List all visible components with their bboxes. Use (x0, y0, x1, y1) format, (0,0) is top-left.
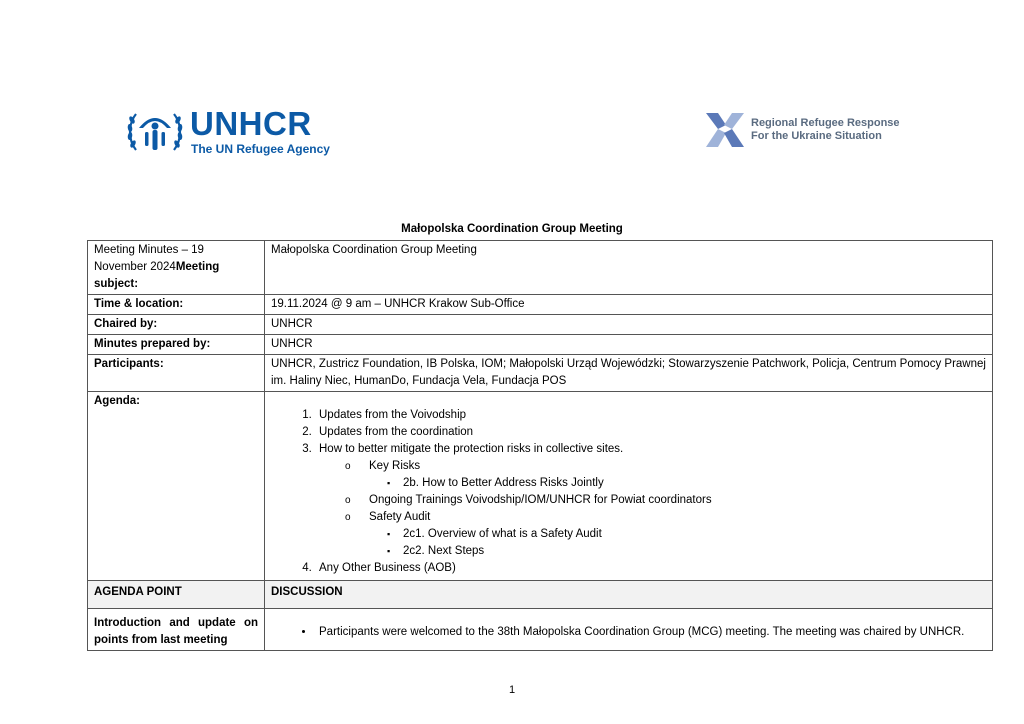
time-location-value: 19.11.2024 @ 9 am – UNHCR Krakow Sub-Office (265, 295, 993, 315)
minutes-date-text: Meeting Minutes – 19 November 2024 (94, 244, 204, 273)
participants-label: Participants: (88, 355, 265, 392)
time-location-label: Time & location: (88, 295, 265, 315)
participants-row (88, 355, 993, 392)
meeting-subject-label-bold: Meeting subject: (94, 261, 220, 290)
unhcr-logo (126, 104, 336, 160)
introduction-discussion (265, 609, 993, 651)
agenda-item: 2. Updates from the coordination (315, 424, 986, 441)
agenda-subsublist (369, 475, 986, 492)
minutes-table (87, 240, 993, 651)
agenda-subitem (345, 458, 986, 492)
agenda-subitem-text: Key Risks (369, 460, 421, 472)
agenda-subsubitem: ▪ 2c2. Next Steps (383, 543, 986, 560)
page-number: 1 (508, 684, 516, 696)
regional-refugee-response-logo (704, 107, 904, 153)
regional-response-mark-icon (704, 107, 746, 151)
document-title: Małopolska Coordination Group Meeting (401, 223, 623, 235)
agenda-sublist (319, 458, 986, 560)
unhcr-wordmark: UNHCR (190, 105, 312, 142)
meeting-subject-label (88, 241, 265, 295)
participants-value: UNHCR, Zustricz Foundation, IB Polska, IOM; Małopolski Urząd Wojewódzki; Stowarzyszenie Patchwork, Policja, Centrum Pomocy Prawnej im. Haliny Niec, HumanDo, Fundacja Vela, Fundacja POS (265, 355, 993, 392)
chaired-by-row (88, 315, 993, 335)
agenda-item (315, 441, 986, 560)
agenda-content (265, 392, 993, 581)
chaired-by-value: UNHCR (265, 315, 993, 335)
introduction-label: Introduction and update on points from last meeting (88, 609, 265, 651)
agenda-subitem-text: Safety Audit (369, 511, 431, 523)
agenda-row (88, 392, 993, 581)
chaired-by-label: Chaired by: (88, 315, 265, 335)
discussion-header: DISCUSSION (265, 581, 993, 609)
unhcr-emblem-icon (126, 106, 184, 156)
agenda-point-header: AGENDA POINT (88, 581, 265, 609)
unhcr-tagline: The UN Refugee Agency (191, 142, 330, 156)
time-location-row (88, 295, 993, 315)
minutes-prepared-value: UNHCR (265, 335, 993, 355)
agenda-subitem: o Ongoing Trainings Voivodship/IOM/UNHCR for Powiat coordinators (345, 492, 986, 509)
agenda-subsublist (369, 526, 986, 560)
meeting-subject-value: Małopolska Coordination Group Meeting (265, 241, 993, 295)
discussion-bullet: • Participants were welcomed to the 38th Małopolska Coordination Group (MCG) meeting. The meeting was chaired by UNHCR. (315, 624, 986, 641)
regional-logo-line1: Regional Refugee Response (751, 117, 900, 129)
agenda-item: 4. Any Other Business (AOB) (315, 560, 986, 577)
regional-logo-line2: For the Ukraine Situation (751, 130, 882, 142)
minutes-prepared-row (88, 335, 993, 355)
agenda-subitem (345, 509, 986, 560)
agenda-item-text: How to better mitigate the protection risks in collective sites. (319, 443, 624, 455)
agenda-subsubitem: ▪ 2b. How to Better Address Risks Jointly (383, 475, 986, 492)
agenda-label: Agenda: (88, 392, 265, 581)
introduction-row (88, 609, 993, 651)
agenda-list (271, 407, 986, 577)
agenda-subsubitem: ▪ 2c1. Overview of what is a Safety Audit (383, 526, 986, 543)
agenda-item: 1. Updates from the Voivodship (315, 407, 986, 424)
column-header-row (88, 581, 993, 609)
meeting-subject-row (88, 241, 993, 295)
discussion-list (271, 624, 986, 641)
minutes-prepared-label: Minutes prepared by: (88, 335, 265, 355)
